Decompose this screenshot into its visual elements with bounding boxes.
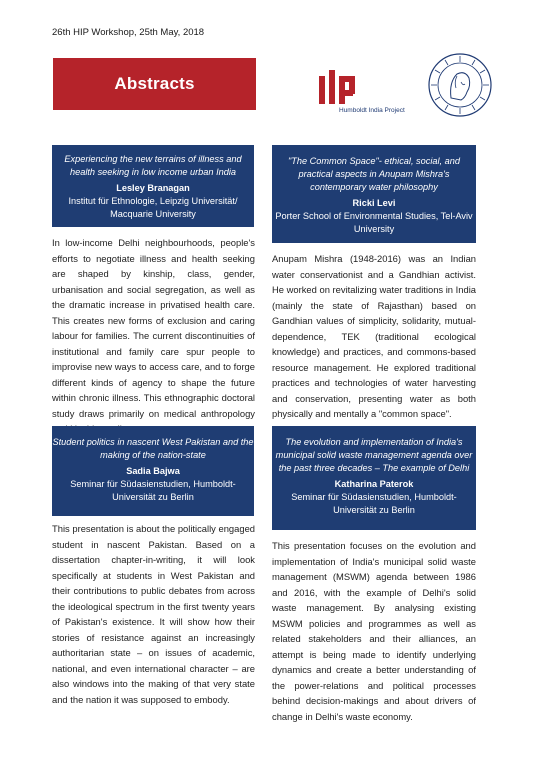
abstract-2-header — [272, 145, 476, 243]
workshop-header: 26th HIP Workshop, 25th May, 2018 — [52, 27, 205, 38]
abstract-4-text: This presentation focuses on the evolution and implementation of India's municipal solid waste management (MSWM) agenda between 1986 and 2016, with the example of Delhi's solid waste management. By analysing existing MSWM policies and programmes as well as related stakeholders and their alliances, an attempt is being made to identify underlying dynamics and create a better understanding of the power-relations and political processes behind decision-makings and about drivers of change in Delhi's waste economy. — [272, 540, 476, 722]
abstract-2-text: Anupam Mishra (1948-2016) was an Indian water conservationist and a Gandhian activist. He worked on revitalizing water traditions in India (mainly the state of Rajasthan) based on Gandhian values of simplicity, solidarity, mutual-dependence, TEK (traditional ecological knowledge) and practices, and commons-based resource management. He explored traditional practices and technologies of water harvesting and conservation, presenting water as both physically and mentally a "common space". — [272, 253, 476, 420]
hip-logo — [307, 64, 417, 119]
abstract-3-text: This presentation is about the politically engaged student in nascent Pakistan. Based on a dissertation chapter-in-writing, it will look specifically at students in West Pakistan and their contributions to public debates from across the ideological spectrum in the first twenty years of Pakistan's existence. It will show how their stories of resistance against an increasingly authoritarian state – on issues of academic, national, and even international character – are also windows into the making of that very state and the nation it was supposed to embody. — [52, 523, 255, 705]
abstract-4-affiliation: Seminar für Südasienstudien, Humboldt-Universität zu Berlin — [291, 492, 457, 516]
abstract-3-header — [52, 426, 254, 516]
abstract-2-affiliation: Porter School of Environmental Studies, Tel-Aviv University — [275, 211, 473, 235]
humboldt-university-seal — [427, 52, 493, 118]
abstract-1-title: Experiencing the new terrains of illness and health seeking in low income urban India — [64, 154, 242, 178]
abstract-3-presenter: Sadia Bajwa — [126, 466, 180, 477]
abstracts-banner: Abstracts — [53, 58, 256, 110]
abstract-3-affiliation: Seminar für Südasienstudien, Humboldt-Universität zu Berlin — [70, 479, 236, 503]
hip-caption: Humboldt India Project — [339, 107, 405, 114]
hip-logo-mark — [307, 64, 387, 108]
abstract-2-presenter: Ricki Levi — [352, 198, 396, 209]
abstract-1-header — [52, 145, 254, 227]
abstract-3-title: Student politics in nascent West Pakistan and the making of the nation-state — [52, 437, 254, 461]
abstract-2-title: "The Common Space"- ethical, social, and practical aspects in Anupam Mishra's contemporary water philosophy — [288, 156, 460, 193]
abstract-1-text: In low-income Delhi neighbourhoods, people's efforts to negotiate illness and health seeking are shaped by kinship, class, gender, urbanisation and social segregation, as well as the dramatic increase in privatised health care. This creates new forms of exclusion and caring labour for families. The current discontinuities of institutional and family care spur people to improvise new ways to access care, and to forge different kinds of agency to shape the future within chronic illness. This ethnographic doctoral study draws primarily on medical anthropology — [52, 237, 255, 419]
abstract-1-affiliation: Institut für Ethnologie, Leipzig Universität/ Macquarie University — [68, 196, 238, 220]
abstract-4-presenter: Katharina Paterok — [334, 479, 414, 490]
abstract-4-title: The evolution and implementation of India's municipal solid waste management agenda over the past three decades – The example of Delhi — [275, 437, 473, 474]
abstract-1-presenter: Lesley Branagan — [116, 183, 190, 194]
abstract-4-header — [272, 426, 476, 530]
